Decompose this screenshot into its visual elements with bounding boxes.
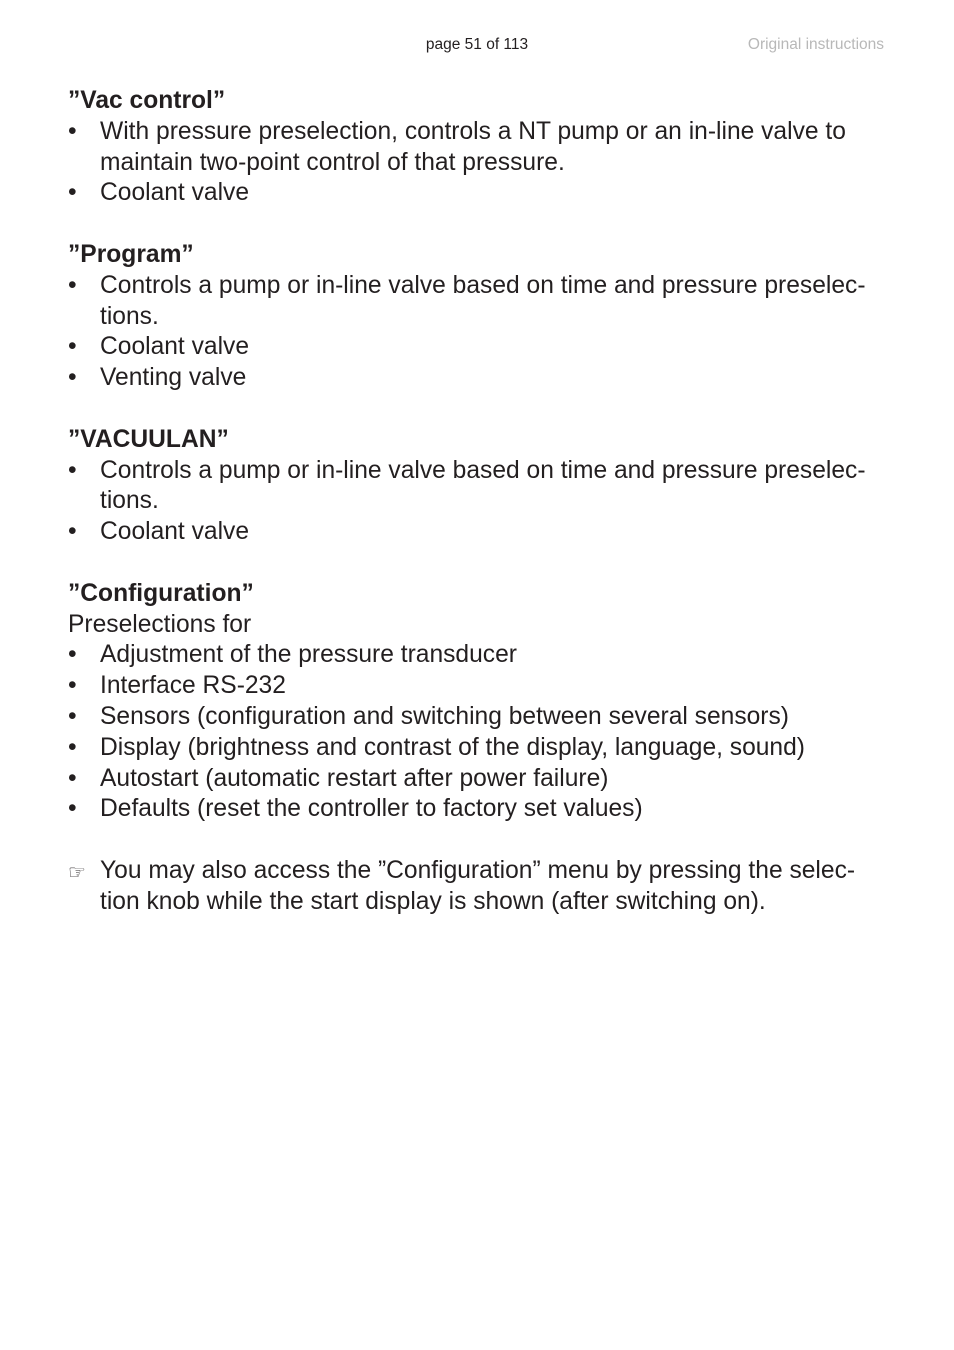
section-configuration: [68, 579, 886, 825]
list-item: [68, 764, 886, 795]
list-item: [68, 733, 886, 764]
bullet-list: [68, 117, 886, 209]
bullet-icon: •: [68, 641, 77, 669]
bullet-icon: •: [68, 271, 77, 299]
section-heading: ”Program”: [68, 240, 194, 268]
list-item: [68, 517, 886, 548]
list-item-text: Autostart (automatic restart after power failure): [100, 764, 609, 792]
section-heading: ”Configuration”: [68, 579, 254, 607]
section-vacuulan: [68, 425, 886, 548]
list-item-text: Display (brightness and contrast of the display, language, sound): [100, 733, 805, 761]
section-vac-control: [68, 86, 886, 209]
list-item: [68, 332, 886, 363]
bullet-icon: •: [68, 672, 77, 700]
list-item-text: Controls a pump or in-line valve based on time and pressure preselec-tions.: [100, 271, 866, 330]
bullet-icon: •: [68, 795, 77, 823]
list-item-text: Venting valve: [100, 364, 247, 392]
page-content: [68, 86, 886, 918]
header-note: Original instructions: [747, 36, 884, 53]
list-item-text: With pressure preselection, controls a NT pump or an in-line valve to maintain two-point control of that pressure.: [100, 117, 846, 176]
list-item-text: Interface RS-232: [100, 672, 286, 700]
list-item: [68, 117, 886, 179]
list-item: [68, 178, 886, 209]
list-item-text: Coolant valve: [100, 518, 250, 546]
list-item-text: Controls a pump or in-line valve based on time and pressure preselec-tions.: [100, 456, 866, 515]
pointing-hand-icon: ☞: [68, 861, 86, 884]
bullet-icon: •: [68, 764, 77, 792]
list-item: [68, 671, 886, 702]
list-item-text: Defaults (reset the controller to factory set values): [100, 795, 643, 823]
list-item-text: Coolant valve: [100, 179, 250, 207]
bullet-icon: •: [68, 518, 77, 546]
list-item-text: Adjustment of the pressure transducer: [100, 641, 517, 669]
bullet-icon: •: [68, 179, 77, 207]
bullet-icon: •: [68, 364, 77, 392]
list-item: [68, 702, 886, 733]
section-heading: ”VACUULAN”: [68, 425, 229, 453]
list-item: [68, 271, 886, 333]
page-number: page 51 of 113: [425, 36, 529, 53]
bullet-icon: •: [68, 733, 77, 761]
tip-note-text: You may also access the ”Configuration” menu by pressing the selec-tion knob while the start display is shown (after switching on).: [100, 856, 856, 915]
section-intro: Preselections for: [68, 610, 252, 638]
bullet-icon: •: [68, 456, 77, 484]
tip-note: [68, 856, 886, 918]
section-program: [68, 240, 886, 394]
bullet-list: [68, 640, 886, 825]
list-item: [68, 640, 886, 671]
bullet-list: [68, 456, 886, 548]
bullet-list: [68, 271, 886, 394]
list-item-text: Sensors (configuration and switching between several sensors): [100, 702, 789, 730]
list-item: [68, 363, 886, 394]
list-item: [68, 456, 886, 518]
section-heading: ”Vac control”: [68, 87, 226, 114]
bullet-icon: •: [68, 702, 77, 730]
bullet-icon: •: [68, 333, 77, 361]
list-item-text: Coolant valve: [100, 333, 250, 361]
list-item: [68, 794, 886, 825]
bullet-icon: •: [68, 117, 77, 145]
